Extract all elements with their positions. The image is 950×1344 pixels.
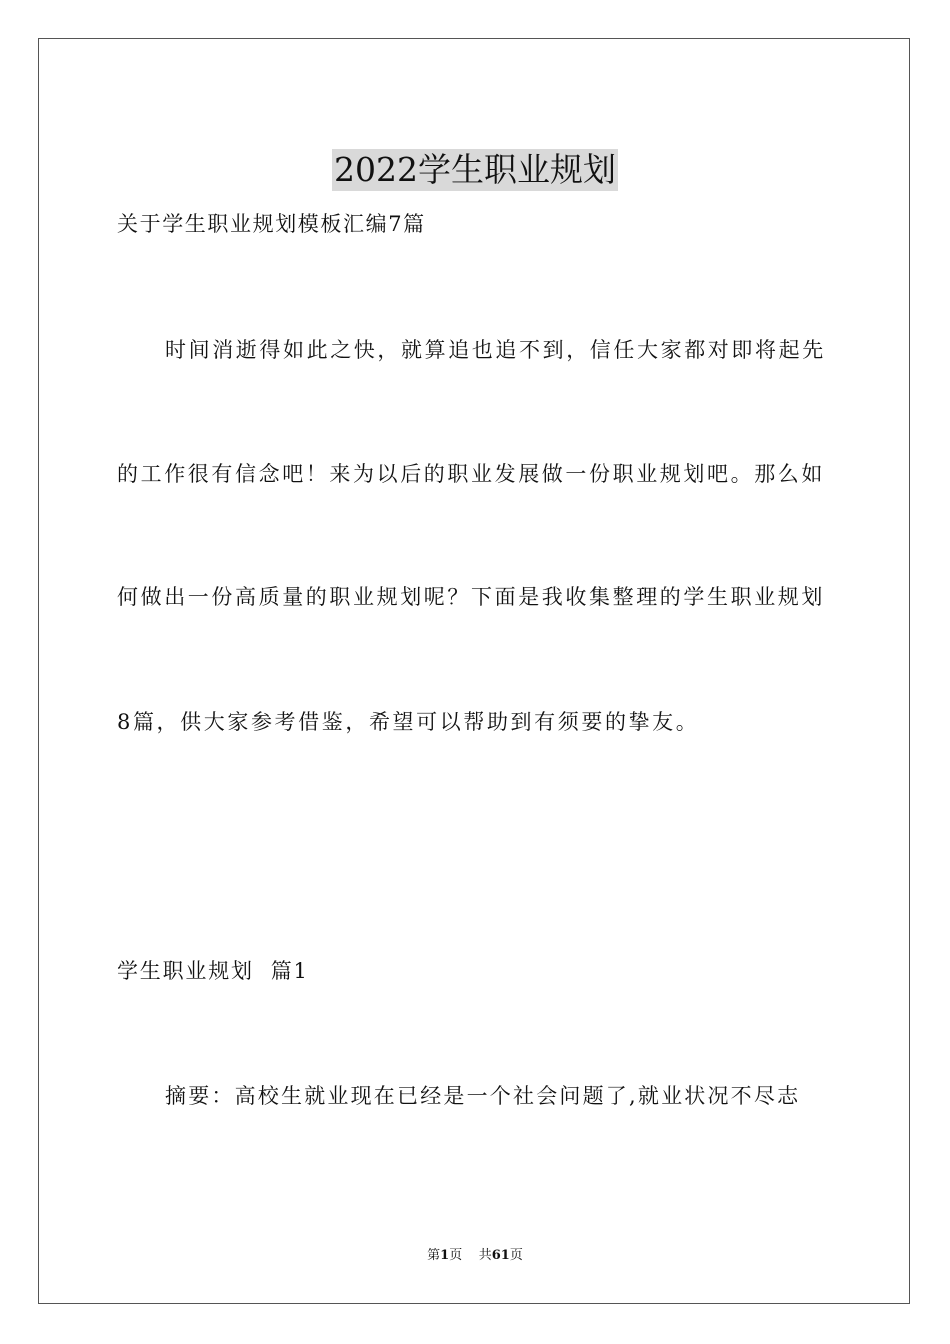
intro-line-3: 何做出一份高质量的职业规划呢？下面是我收集整理的学生职业规划: [117, 585, 825, 609]
document-subtitle: 关于学生职业规划模板汇编7篇: [117, 212, 426, 236]
document-title: 2022学生职业规划: [334, 150, 616, 190]
footer-total-pages: 61: [491, 1248, 510, 1263]
title-container: [0, 127, 950, 213]
footer-prefix: 第: [427, 1248, 441, 1263]
abstract-line: 摘要：高校生就业现在已经是一个社会问题了,就业状况不尽志: [165, 1084, 801, 1108]
page-footer: [0, 1247, 950, 1265]
footer-mid: 页 共: [449, 1248, 492, 1263]
intro-line-2: 的工作很有信念吧！来为以后的职业发展做一份职业规划吧。那么如: [117, 462, 825, 486]
footer-suffix: 页: [509, 1248, 523, 1263]
section-heading: 学生职业规划 篇1: [117, 959, 309, 983]
footer-page-number: 1: [440, 1248, 450, 1263]
intro-line-1: 时间消逝得如此之快，就算追也追不到，信任大家都对即将起先: [165, 338, 826, 362]
intro-line-4: 8篇，供大家参考借鉴，希望可以帮助到有须要的挚友。: [117, 710, 700, 734]
